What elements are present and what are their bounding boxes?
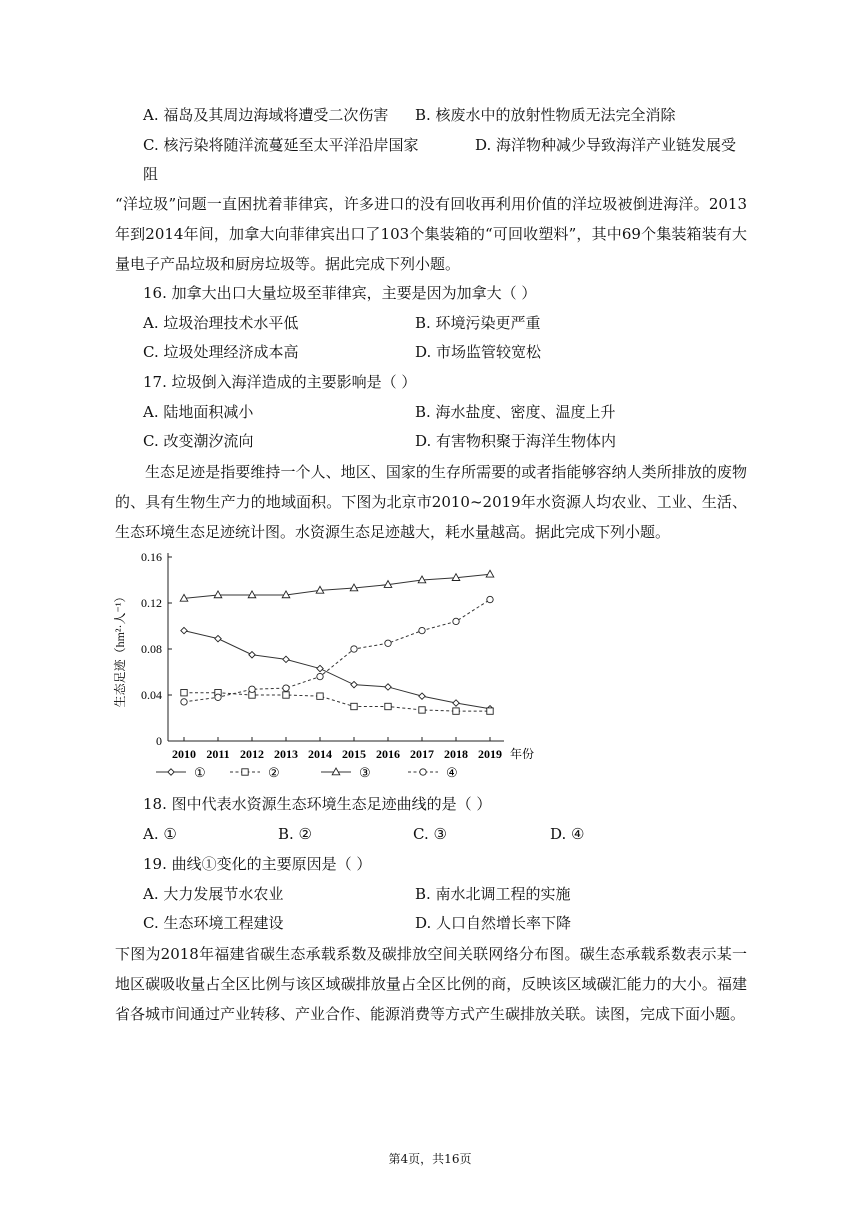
- q15-option-c: C. 核污染将随洋流蔓延至太平洋沿岸国家: [143, 136, 419, 154]
- series-4-point: [249, 686, 255, 692]
- q16-option-d: D. 市场监管较宽松: [415, 343, 542, 361]
- q18-option-d: D. ④: [550, 825, 585, 843]
- q17-stem: 17. 垃圾倒入海洋造成的主要影响是（ ）: [143, 373, 417, 391]
- series-4-point: [215, 694, 221, 700]
- series-2-point: [453, 708, 459, 714]
- passage-ecological-footprint: 生态足迹是指要维持一个人、地区、国家的生存所需要的或者指能够容纳人类所排放的废物的、具有生物生产力的地域面积。下图为北京市2010~2019年水资源人均农业、工业、生活、生态环境生态足迹统计图。水资源生态足迹越大，耗水量越高。据此完成下列小题。: [115, 463, 747, 541]
- passage-ocean-garbage: “洋垃圾”问题一直困扰着菲律宾，许多进口的没有回收再利用价值的洋垃圾被倒进海洋。2013年到2014年间，加拿大向菲律宾出口了103个集装箱的“可回收塑料”，其中69个集装箱装有大量电子产品垃圾和厨房垃圾等。据此完成下列小题。: [115, 195, 747, 273]
- series-2-point: [351, 703, 357, 709]
- series-4-point: [385, 640, 391, 646]
- series-4-point: [419, 627, 425, 633]
- ecological-footprint-chart: [108, 545, 548, 785]
- q19-option-b: B. 南水北调工程的实施: [415, 885, 571, 903]
- series-4-point: [487, 596, 493, 602]
- legend-marker-3: [332, 768, 340, 775]
- q15-option-d-continued: 阻: [143, 165, 159, 183]
- legend-marker-1: [168, 769, 174, 775]
- legend-label-3: ③: [359, 765, 371, 780]
- series-2-point: [317, 693, 323, 699]
- q17-option-b: B. 海水盐度、密度、温度上升: [415, 403, 616, 421]
- x-tick-label: 2014: [308, 747, 332, 761]
- q15-option-d: D. 海洋物种减少导致海洋产业链发展受: [475, 136, 737, 154]
- q18-stem: 18. 图中代表水资源生态环境生态足迹曲线的是（ ）: [143, 795, 492, 813]
- series-1-point: [317, 665, 323, 671]
- series-line-2: [184, 693, 490, 711]
- x-tick-label: 2016: [376, 747, 400, 761]
- y-tick-label: 0.04: [141, 688, 162, 702]
- x-axis-label: 年份: [510, 747, 535, 761]
- q19-option-a: A. 大力发展节水农业: [143, 885, 284, 903]
- legend-label-1: ①: [194, 765, 206, 780]
- series-line-4: [184, 600, 490, 702]
- q18-option-c: C. ③: [413, 825, 447, 843]
- passage-fujian-carbon: 下图为2018年福建省碳生态承载系数及碳排放空间关联网络分布图。碳生态承载系数表示某一地区碳吸收量占全区比例与该区域碳排放量占全区比例的商，反映该区域碳汇能力的大小。福建省各城市间通过产业转移、产业合作、能源消费等方式产生碳排放关联。读图，完成下面小题。: [115, 945, 747, 1023]
- series-4-point: [351, 646, 357, 652]
- series-3-point: [486, 570, 494, 577]
- series-4-point: [453, 618, 459, 624]
- x-tick-label: 2019: [478, 747, 502, 761]
- series-3-point: [248, 591, 256, 598]
- y-tick-label: 0: [156, 734, 162, 748]
- legend-marker-4: [420, 769, 426, 775]
- q15-option-a: A. 福岛及其周边海域将遭受二次伤害: [143, 106, 389, 124]
- series-1-point: [385, 684, 391, 690]
- x-tick-label: 2011: [206, 747, 230, 761]
- q17-option-c: C. 改变潮汐流向: [143, 432, 254, 450]
- y-tick-label: 0.16: [141, 550, 162, 564]
- q16-option-a: A. 垃圾治理技术水平低: [143, 314, 299, 332]
- series-2-point: [181, 690, 187, 696]
- x-tick-label: 2013: [274, 747, 298, 761]
- x-tick-label: 2018: [444, 747, 468, 761]
- x-tick-label: 2017: [410, 747, 434, 761]
- series-2-point: [385, 703, 391, 709]
- q19-stem: 19. 曲线①变化的主要原因是（ ）: [143, 855, 372, 873]
- series-1-point: [249, 652, 255, 658]
- series-1-point: [453, 700, 459, 706]
- series-4-point: [181, 699, 187, 705]
- legend-label-4: ④: [446, 765, 458, 780]
- q18-option-b: B. ②: [278, 825, 313, 843]
- series-1-point: [283, 656, 289, 662]
- q17-option-d: D. 有害物积聚于海洋生物体内: [415, 432, 617, 450]
- series-1-point: [181, 627, 187, 633]
- q17-option-a: A. 陆地面积减小: [143, 403, 254, 421]
- q16-option-b: B. 环境污染更严重: [415, 314, 541, 332]
- q18-option-a: A. ①: [143, 825, 177, 843]
- x-tick-label: 2010: [172, 747, 196, 761]
- legend-label-2: ②: [268, 765, 280, 780]
- page-footer: 第4页，共16页: [388, 1152, 472, 1166]
- series-1-point: [351, 681, 357, 687]
- series-1-point: [215, 635, 221, 641]
- q16-option-c: C. 垃圾处理经济成本高: [143, 343, 299, 361]
- x-tick-label: 2012: [240, 747, 264, 761]
- q15-option-b: B. 核废水中的放射性物质无法完全消除: [415, 106, 676, 124]
- q19-option-c: C. 生态环境工程建设: [143, 914, 284, 932]
- series-line-1: [184, 631, 490, 709]
- q19-option-d: D. 人口自然增长率下降: [415, 914, 572, 932]
- y-axis-label: 生态足迹（hm²·人⁻¹）: [113, 590, 127, 708]
- series-2-point: [487, 708, 493, 714]
- q16-stem: 16. 加拿大出口大量垃圾至菲律宾，主要是因为加拿大（ ）: [143, 284, 537, 302]
- series-1-point: [419, 693, 425, 699]
- series-line-3: [184, 574, 490, 598]
- legend-marker-2: [242, 769, 248, 775]
- series-2-point: [419, 707, 425, 713]
- x-tick-label: 2015: [342, 747, 366, 761]
- series-4-point: [317, 673, 323, 679]
- series-4-point: [283, 685, 289, 691]
- y-tick-label: 0.12: [141, 596, 162, 610]
- y-tick-label: 0.08: [141, 642, 162, 656]
- series-2-point: [283, 692, 289, 698]
- series-3-point: [214, 591, 222, 598]
